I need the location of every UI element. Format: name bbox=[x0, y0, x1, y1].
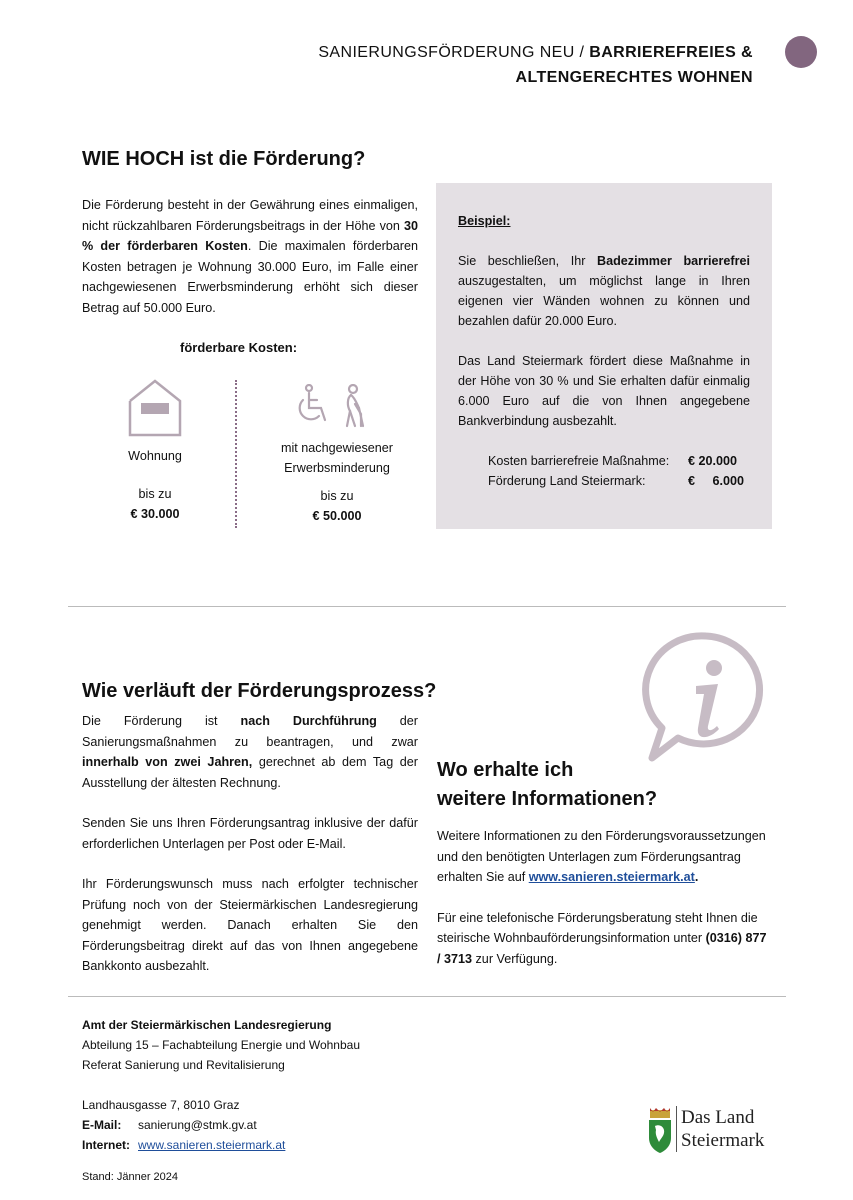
info-p1-b: . bbox=[694, 870, 699, 884]
header-title-part1: SANIERUNGSFÖRDERUNG NEU / bbox=[318, 44, 585, 61]
section-divider-bottom bbox=[68, 996, 786, 997]
disability-prefix: bis zu bbox=[320, 489, 354, 503]
section-process-text bbox=[82, 711, 418, 997]
footer-dept: Abteilung 15 – Fachabteilung Energie und Wohnbau bbox=[82, 1038, 360, 1052]
example-row-costs-value: € 20.000 bbox=[688, 454, 738, 468]
process-paragraph-2: Senden Sie uns Ihren Förderungsantrag inklusive der dafür erforderlichen Unterlagen per Post oder E-Mail. bbox=[82, 816, 418, 851]
example-row-costs bbox=[488, 451, 750, 471]
info-p1-a: Weitere Informationen zu den Förderungsvoraussetzungen und den benötigten Unterlagen zum Förderungsantrag erhalten Sie auf bbox=[437, 829, 766, 884]
disability-label: mit nachgewiesener Erwerbsminderung bbox=[280, 441, 393, 475]
section-divider-top bbox=[68, 606, 786, 607]
example-p1-bold: Badezimmer barrierefrei bbox=[597, 254, 750, 268]
section-info-text bbox=[437, 826, 773, 989]
steiermark-coat-of-arms-icon bbox=[647, 1108, 673, 1154]
column-divider bbox=[235, 380, 237, 528]
process-p1-bold1: nach Durchführung bbox=[240, 714, 377, 728]
process-paragraph-3: Ihr Förderungswunsch muss nach erfolgter technischer Prüfung noch von der Steiermärkischen Landesregierung genehmigt werden. Danach erhalten Sie den Förderungsbeitrag direkt auf das von Ihnen angegebene Bankkonto ausbezahlt. bbox=[82, 877, 418, 973]
section-amount-text bbox=[82, 195, 418, 318]
process-p1-bold2: innerhalb von zwei Jahren, bbox=[82, 755, 253, 769]
amount-text-bold: 30 % der förderbaren Kosten bbox=[82, 218, 418, 253]
disability-amount: € 50.000 bbox=[312, 509, 362, 523]
wheelchair-elderly-icon bbox=[297, 384, 377, 428]
example-row-costs-label: Kosten barrierefreie Maßnahme: bbox=[488, 454, 670, 468]
section-process-title: Wie verläuft der Förderungsprozess? bbox=[82, 680, 437, 702]
process-p1-a: Die Förderung ist bbox=[82, 714, 241, 728]
example-title: Beispiel: bbox=[458, 214, 511, 228]
example-p1-b: auszugestalten, um möglichst lange in Ihren eigenen vier Wänden wohnen zu können und bezahlen dafür 20.000 Euro. bbox=[458, 274, 750, 328]
process-paragraph-1 bbox=[82, 711, 418, 793]
example-row-subsidy bbox=[488, 471, 750, 491]
logo-line2: Steiermark bbox=[681, 1130, 765, 1151]
amount-text-1: Die Förderung besteht in der Gewährung eines einmaligen, nicht rückzahlbaren Förderungsbeitrags in der Höhe von bbox=[82, 198, 418, 233]
footer-date: Stand: Jänner 2024 bbox=[82, 1171, 179, 1183]
section-info-title bbox=[437, 756, 657, 814]
footer-email-label: E-Mail: bbox=[82, 1118, 122, 1132]
info-p2-b: zur Verfügung. bbox=[472, 951, 558, 966]
house-icon bbox=[128, 379, 182, 437]
example-row-subsidy-value: 6.000 bbox=[712, 474, 744, 488]
footer-internet-link[interactable]: www.sanieren.steiermark.at bbox=[138, 1138, 286, 1152]
info-paragraph-2 bbox=[437, 908, 773, 970]
info-speech-bubble-icon bbox=[638, 628, 774, 764]
example-paragraph-1 bbox=[458, 251, 750, 331]
section-amount-title: WIE HOCH ist die Förderung? bbox=[82, 148, 366, 170]
info-title-line1: Wo erhalte ich bbox=[437, 759, 574, 781]
example-row-subsidy-label: Förderung Land Steiermark: bbox=[488, 474, 646, 488]
footer-email[interactable]: sanierung@stmk.gv.at bbox=[138, 1118, 257, 1132]
example-box bbox=[436, 183, 772, 529]
cost-column-apartment bbox=[100, 378, 210, 524]
footer-contact bbox=[82, 1015, 360, 1187]
info-paragraph-1 bbox=[437, 826, 773, 888]
steiermark-logo bbox=[676, 1106, 764, 1152]
example-summary bbox=[488, 451, 750, 491]
page-header bbox=[318, 40, 753, 90]
process-p1-c: gerechnet ab dem Tag der Ausstellung der ältesten Rechnung. bbox=[82, 755, 418, 790]
info-phone-number: (0316) 877 / 3713 bbox=[437, 931, 767, 966]
footer-internet-label: Internet: bbox=[82, 1138, 130, 1152]
header-accent-dot bbox=[785, 36, 817, 68]
cost-column-disability bbox=[262, 382, 412, 526]
info-website-link[interactable]: www.sanieren.steiermark.at bbox=[528, 870, 695, 884]
example-p1-a: Sie beschließen, Ihr bbox=[458, 254, 598, 268]
logo-line1: Das Land bbox=[681, 1107, 755, 1128]
footer-address: Landhausgasse 7, 8010 Graz bbox=[82, 1098, 240, 1112]
example-paragraph-2: Das Land Steiermark fördert diese Maßnahme in der Höhe von 30 % und Sie erhalten dafür einmalig 6.000 Euro auf die von Ihnen angegebene Bankverbindung ausbezahlt. bbox=[458, 354, 750, 428]
footer-org: Amt der Steiermärkischen Landesregierung bbox=[82, 1018, 332, 1032]
apartment-label: Wohnung bbox=[128, 449, 182, 463]
info-title-line2: weitere Informationen? bbox=[437, 788, 658, 810]
amount-text-2: . Die maximalen förderbaren Kosten betragen je Wohnung 30.000 Euro, im Falle einer nachgewiesenen Erwerbsminderung erhöht sich dieser Betrag auf 50.000 Euro. bbox=[82, 239, 418, 315]
eligible-costs-title: förderbare Kosten: bbox=[180, 340, 298, 355]
apartment-prefix: bis zu bbox=[138, 487, 172, 501]
example-row-subsidy-currency: € bbox=[688, 474, 696, 488]
header-title-part3: ALTENGERECHTES WOHNEN bbox=[515, 69, 753, 86]
footer-ref: Referat Sanierung und Revitalisierung bbox=[82, 1058, 285, 1072]
header-title-part2: BARRIEREFREIES & bbox=[589, 44, 753, 61]
process-p1-b: der Sanierungsmaßnahmen zu beantragen, und zwar bbox=[82, 714, 419, 749]
apartment-amount: € 30.000 bbox=[130, 507, 180, 521]
info-p2-a: Für eine telefonische Förderungsberatung steht Ihnen die steirische Wohnbauförderungsinformation unter bbox=[437, 910, 758, 945]
